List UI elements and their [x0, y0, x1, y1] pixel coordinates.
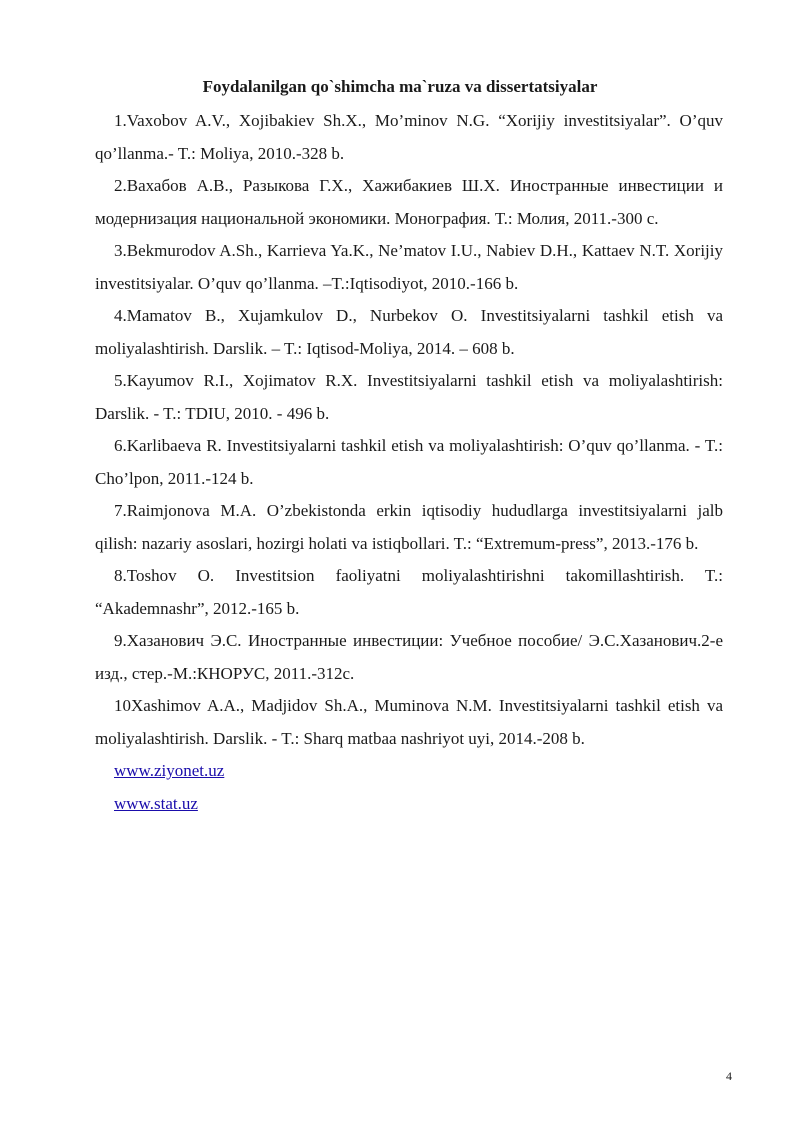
reference-item: 1.Vaxobov A.V., Xojibakiev Sh.X., Mo’minov N.G. “Xorijiy investitsiyalar”. O’quv qo’llanma.- T.: Moliya, 2010.-328 b. — [95, 111, 723, 163]
reference-item: 8.Toshov O. Investitsion faoliyatni moliyalashtirishni takomillashtirish. T.: “Akademnashr”, 2012.-165 b. — [95, 566, 723, 618]
link-stat[interactable]: www.stat.uz — [114, 793, 198, 813]
reference-item: 3.Bekmurodov A.Sh., Karrieva Ya.K., Ne’matov I.U., Nabiev D.H., Kattaev N.T. Xorijiy investitsiyalar. O’quv qo’llanma. –T.:Iqtisodiyot, 2010.-166 b. — [95, 241, 723, 293]
reference-list — [95, 105, 723, 820]
reference-item: 7.Raimjonova M.A. O’zbekistonda erkin iqtisodiy hududlarga investitsiyalarni jalb qilish: nazariy asoslari, hozirgi holati va istiqbollari. T.: “Extremum-press”, 2013.-176 b. — [95, 501, 723, 553]
link-ziyonet[interactable]: www.ziyonet.uz — [114, 761, 225, 780]
page-title: Foydalanilgan qo`shimcha ma`ruza va dissertatsiyalar — [202, 77, 598, 96]
reference-item: 10Xashimov A.A., Madjidov Sh.A., Muminova N.M. Investitsiyalarni tashkil etish va moliyalashtirish. Darslik. - T.: Sharq matbaa nashriyot uyi, 2014.-208 b. — [95, 696, 723, 748]
reference-item: 5.Kayumov R.I., Xojimatov R.X. Investitsiyalarni tashkil etish va moliyalashtirish: Darslik. - T.: TDIU, 2010. - 496 b. — [95, 371, 723, 423]
reference-item: 6.Karlibaeva R. Investitsiyalarni tashkil etish va moliyalashtirish: O’quv qo’llanma. - T.: Cho’lpon, 2011.-124 b. — [95, 436, 723, 488]
reference-item: 2.Вахабов А.В., Разыкова Г.Х., Хажибакиев Ш.Х. Иностранные инвестиции и модернизация национальной экономики. Монография. Т.: Молия, 2011.-300 с. — [95, 176, 723, 228]
reference-item: 9.Хазанович Э.С. Иностранные инвестиции: Учебное пособие/ Э.С.Хазанович.2-е изд., стер.-М.:КНОРУС, 2011.-312с. — [95, 631, 723, 683]
page-number: 4 — [726, 1069, 732, 1083]
reference-item: 4.Mamatov B., Xujamkulov D., Nurbekov O. Investitsiyalarni tashkil etish va moliyalashtirish. Darslik. – T.: Iqtisod-Moliya, 2014. – 608 b. — [95, 306, 723, 358]
